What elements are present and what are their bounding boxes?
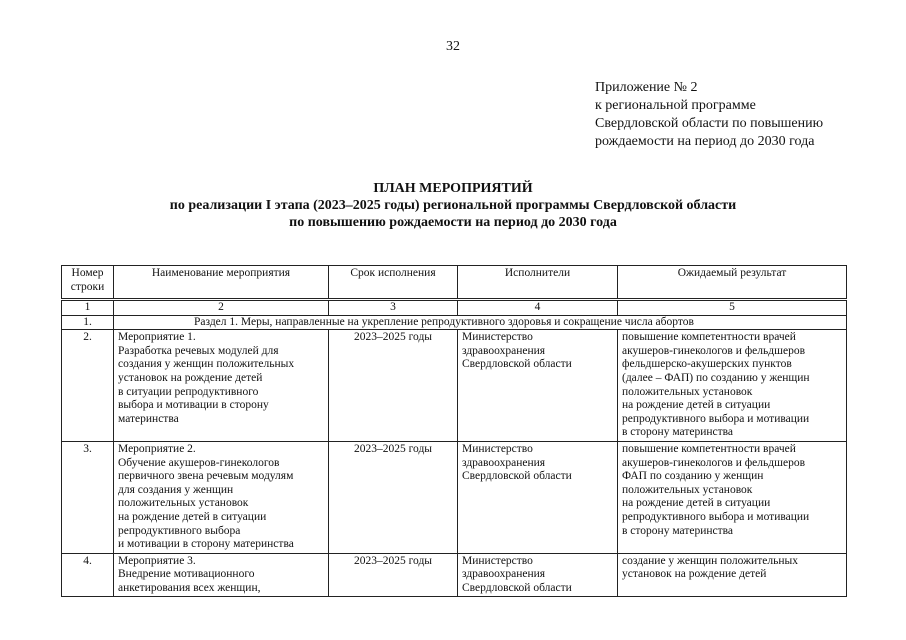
executor-line: здравоохранения xyxy=(462,344,546,357)
result-line: ФАП по созданию у женщин xyxy=(622,470,764,483)
event-name-line: Мероприятие 3. xyxy=(118,554,196,567)
result-cell xyxy=(618,330,847,442)
executor-line: Свердловской области xyxy=(462,581,572,594)
result-line: установок на рождение детей xyxy=(622,568,767,581)
result-line: в сторону материнства xyxy=(622,426,734,439)
header-term: Срок исполнения xyxy=(329,266,458,299)
result-line: повышение компетентности врачей xyxy=(622,442,796,455)
term-cell: 2023–2025 годы xyxy=(329,330,458,442)
page-number: 32 xyxy=(446,39,460,54)
plan-table-header xyxy=(61,265,847,299)
result-line: повышение компетентности врачей xyxy=(622,331,796,344)
header-executors: Исполнители xyxy=(458,266,618,299)
result-line: создание у женщин положительных xyxy=(622,554,798,567)
executor-cell xyxy=(458,330,618,442)
event-name-line: положительных установок xyxy=(118,497,249,510)
event-name-line: Внедрение мотивационного xyxy=(118,568,255,581)
term-cell: 2023–2025 годы xyxy=(329,553,458,597)
event-name-line: репродуктивного выбора xyxy=(118,524,241,537)
executor-cell xyxy=(458,441,618,553)
event-name-line: анкетирования всех женщин, xyxy=(118,581,261,594)
event-name-line: первичного звена речевым модулям xyxy=(118,470,294,483)
plan-title-line: ПЛАН МЕРОПРИЯТИЙ xyxy=(373,181,533,196)
result-line: (далее – ФАП) по созданию у женщин xyxy=(622,371,810,384)
event-name-line: для создания у женщин xyxy=(118,483,234,496)
table-row xyxy=(62,553,847,597)
result-line: в сторону материнства xyxy=(622,524,734,537)
section-title xyxy=(114,315,847,330)
section-title-text: Раздел 1. Меры, направленные на укрепление репродуктивного здоровья и сокращение числа абортов xyxy=(194,315,694,328)
event-name-line: и мотивации в сторону материнства xyxy=(118,538,294,551)
result-line: акушеров-гинекологов и фельдшеров xyxy=(622,456,806,469)
event-name-cell xyxy=(114,330,329,442)
executor-line: Свердловской области xyxy=(462,470,572,483)
executor-cell xyxy=(458,553,618,597)
result-line: акушеров-гинекологов и фельдшеров xyxy=(622,344,806,357)
event-name-line: на рождение детей в ситуации xyxy=(118,510,267,523)
column-index-row xyxy=(62,301,847,316)
row-number: 2. xyxy=(62,330,114,442)
result-line: на рождение детей в ситуации xyxy=(622,497,771,510)
event-name-line: Обучение акушеров-гинекологов xyxy=(118,456,280,469)
result-cell xyxy=(618,441,847,553)
result-line: положительных установок xyxy=(622,385,753,398)
plan-table-body xyxy=(61,300,847,597)
event-name-line: Мероприятие 1. xyxy=(118,331,196,344)
table-header-row xyxy=(62,266,847,299)
plan-title xyxy=(0,180,906,231)
row-number: 4. xyxy=(62,553,114,597)
event-name-line: создания у женщин положительных xyxy=(118,358,295,371)
section-number: 1. xyxy=(62,315,114,330)
executor-line: Министерство xyxy=(462,554,533,567)
header-event-name: Наименование мероприятия xyxy=(114,266,329,299)
result-cell xyxy=(618,553,847,597)
appendix-line: Свердловской области по повышению xyxy=(595,116,824,131)
column-index: 1 xyxy=(62,301,114,316)
column-index: 3 xyxy=(329,301,458,316)
plan-title-line: по повышению рождаемости на период до 2030 года xyxy=(289,215,617,230)
executor-line: здравоохранения xyxy=(462,568,546,581)
event-name-cell xyxy=(114,441,329,553)
appendix-line: к региональной программе xyxy=(595,98,756,113)
term-cell: 2023–2025 годы xyxy=(329,441,458,553)
table-row xyxy=(62,441,847,553)
event-name-line: выбора и мотивации в сторону xyxy=(118,399,269,412)
table-row xyxy=(62,330,847,442)
column-index: 4 xyxy=(458,301,618,316)
row-number: 3. xyxy=(62,441,114,553)
event-name-line: в ситуации репродуктивного xyxy=(118,385,259,398)
executor-line: Министерство xyxy=(462,442,533,455)
header-expected-result: Ожидаемый результат xyxy=(618,266,847,299)
executor-line: Свердловской области xyxy=(462,358,572,371)
section-row xyxy=(62,315,847,330)
result-line: фельдшерско-акушерских пунктов xyxy=(622,358,792,371)
column-index: 2 xyxy=(114,301,329,316)
event-name-line: материнства xyxy=(118,412,179,425)
column-index: 5 xyxy=(618,301,847,316)
result-line: на рождение детей в ситуации xyxy=(622,399,771,412)
event-name-line: Мероприятие 2. xyxy=(118,442,196,455)
executor-line: Министерство xyxy=(462,331,533,344)
event-name-line: установок на рождение детей xyxy=(118,371,263,384)
header-row-number: Номер строки xyxy=(62,266,114,299)
result-line: положительных установок xyxy=(622,483,753,496)
event-name-line: Разработка речевых модулей для xyxy=(118,344,279,357)
appendix-line: Приложение № 2 xyxy=(595,80,698,95)
appendix-line: рождаемости на период до 2030 года xyxy=(595,134,815,149)
plan-title-line: по реализации I этапа (2023–2025 годы) региональной программы Свердловской области xyxy=(169,198,737,213)
appendix-note xyxy=(595,79,823,151)
event-name-cell xyxy=(114,553,329,597)
result-line: репродуктивного выбора и мотивации xyxy=(622,510,810,523)
result-line: репродуктивного выбора и мотивации xyxy=(622,412,810,425)
executor-line: здравоохранения xyxy=(462,456,546,469)
